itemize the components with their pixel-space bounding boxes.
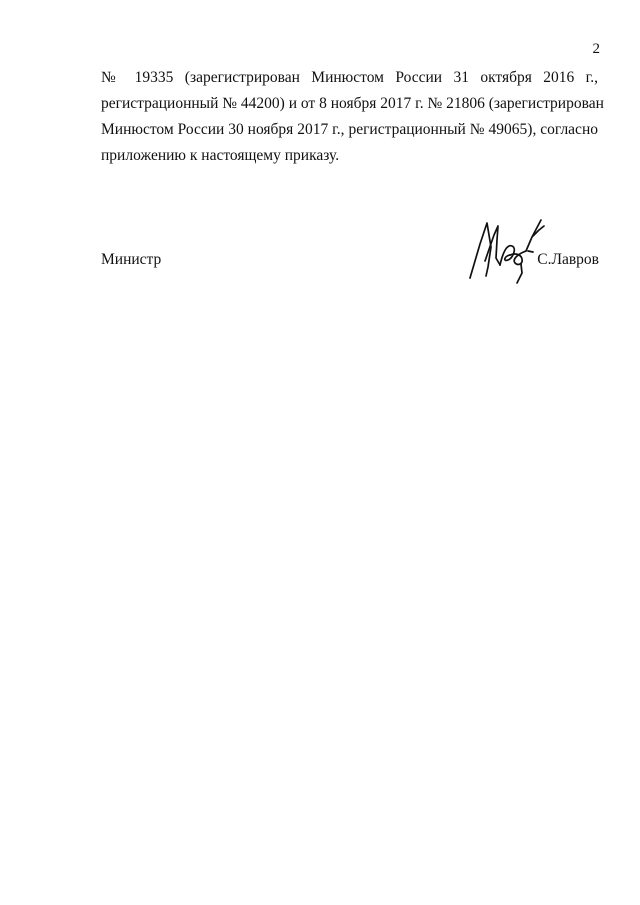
body-line-1: № 19335 (зарегистрирован Минюстом России 31 октября 2016 г., — [101, 69, 598, 86]
signatory-title: Министр — [101, 251, 162, 268]
signatory-name: С.Лавров — [537, 251, 599, 268]
page-number: 2 — [592, 41, 600, 57]
document-body-text — [101, 65, 604, 169]
body-line-3: Минюстом России 30 ноября 2017 г., регистрационный № 49065), согласно — [101, 121, 598, 138]
signature-block — [101, 240, 599, 290]
body-line-4: приложению к настоящему приказу. — [101, 147, 340, 164]
body-line-2: регистрационный № 44200) и от 8 ноября 2017 г. № 21806 (зарегистрирован — [101, 95, 604, 112]
